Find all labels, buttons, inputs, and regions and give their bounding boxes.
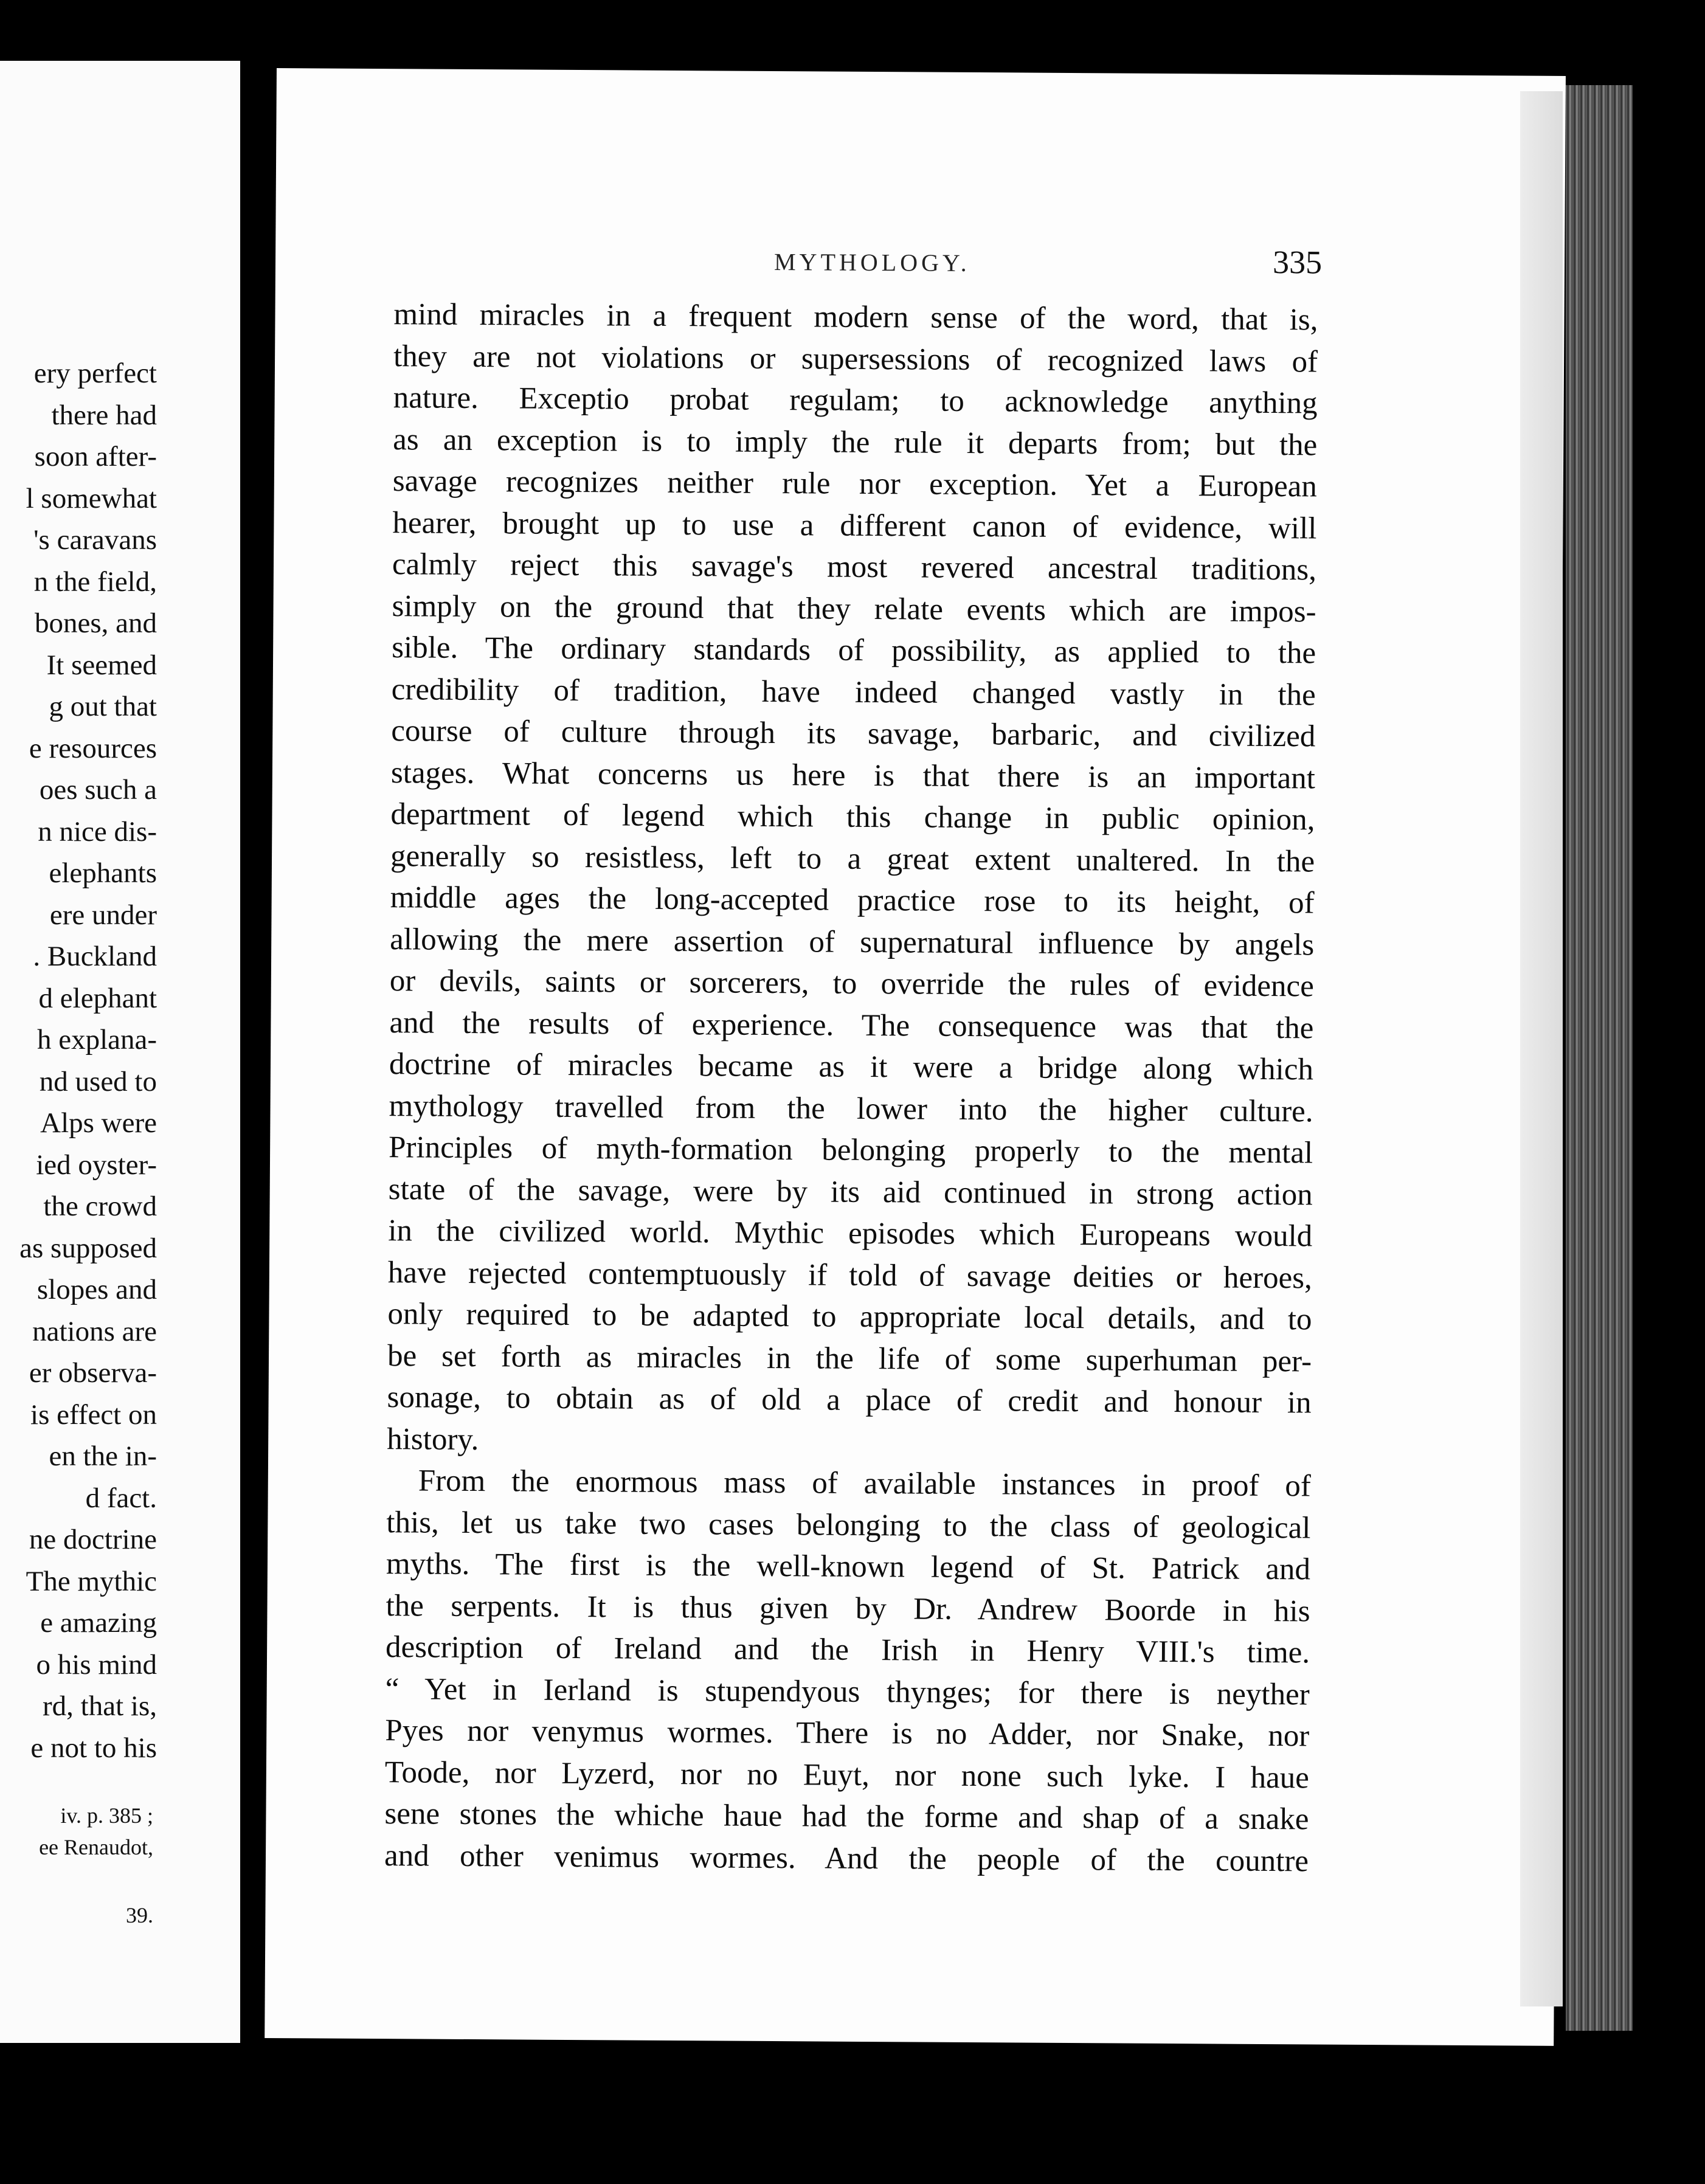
left-text-line: e amazing (40, 1607, 157, 1639)
text-line: history. (387, 1422, 479, 1457)
left-text-line: as supposed (19, 1232, 157, 1264)
left-footnote-line: iv. p. 385 ; (60, 1803, 153, 1828)
left-text-line: oes such a (39, 774, 157, 806)
text-line: they are not violations or supersessions of recognized laws of (393, 339, 1318, 379)
page-number: 335 (1272, 244, 1323, 281)
left-text-line: e not to his (30, 1732, 157, 1764)
left-text-line: n the field, (33, 565, 157, 598)
left-text-line: d elephant (38, 982, 157, 1014)
running-title: MYTHOLOGY. (773, 248, 970, 277)
text-line: have rejected contemptuously if told of savage deities or heroes, (387, 1255, 1313, 1295)
text-line: as an exception is to imply the rule it departs from; but the (393, 422, 1318, 462)
text-line: savage recognizes neither rule nor exception. Yet a European (392, 464, 1317, 504)
page-edge-shadow (1520, 91, 1563, 2006)
text-line: sible. The ordinary standards of possibility, as applied to the (392, 631, 1316, 671)
main-page (265, 68, 1566, 2046)
text-line: department of legend which this change in public opinion, (390, 797, 1315, 837)
text-line: sonage, to obtain as of old a place of credit and honour in (387, 1380, 1312, 1420)
left-text-line: the crowd (43, 1190, 157, 1222)
left-text-line: nations are (32, 1315, 157, 1347)
book-fore-edge (1566, 85, 1633, 2031)
left-facing-page (0, 61, 240, 2043)
left-text-line: ere under (49, 899, 157, 931)
text-line: Pyes nor venymus wormes. There is no Adder, nor Snake, nor (385, 1713, 1310, 1754)
text-line: in the civilized world. Mythic episodes which Europeans would (388, 1214, 1313, 1254)
left-text-line: rd, that is, (43, 1690, 157, 1722)
left-footnote-line: 39. (126, 1903, 153, 1927)
text-line: generally so resistless, left to a great extent unaltered. In the (390, 838, 1315, 879)
left-text-line: The mythic (26, 1565, 157, 1597)
left-text-line: is effect on (30, 1398, 157, 1431)
text-line: myths. The first is the well-known legend of St. Patrick and (386, 1547, 1311, 1587)
left-text-line: n nice dis- (38, 815, 157, 848)
left-text-line: en the in- (49, 1440, 157, 1472)
text-line: Principles of myth-formation belonging properly to the mental (388, 1130, 1313, 1170)
text-line: hearer, brought up to use a different canon of evidence, will (392, 505, 1317, 545)
left-text-line: soon after- (34, 441, 157, 472)
text-line: Toode, nor Lyzerd, nor no Euyt, nor none such lyke. I haue (384, 1755, 1310, 1795)
left-text-line: there had (51, 399, 157, 431)
text-line: state of the savage, were by its aid continued in strong action (388, 1172, 1313, 1212)
text-line: middle ages the long-accepted practice rose to its height, of (390, 880, 1315, 921)
left-page-text-column (0, 353, 157, 1769)
left-text-line: bones, and (34, 607, 157, 639)
text-line: allowing the mere assertion of supernatural influence by angels (390, 922, 1315, 962)
text-line: sene stones the whiche haue had the forme and shap of a snake (384, 1797, 1309, 1837)
footnote-gap (0, 1863, 153, 1899)
text-line: “ Yet in Ierland is stupendyous thynges; for there is neyther (385, 1671, 1310, 1712)
left-text-line: . Buckland (33, 941, 157, 972)
text-line: the serpents. It is thus given by Dr. Andrew Boorde in his (386, 1588, 1310, 1628)
left-text-line: er observa- (29, 1357, 157, 1389)
left-text-line: 's caravans (33, 524, 157, 556)
left-text-line: ne doctrine (29, 1524, 157, 1555)
text-line: mythology travelled from the lower into the higher culture. (389, 1088, 1313, 1128)
text-line: description of Ireland and the Irish in Henry VIII.'s time. (385, 1630, 1310, 1670)
left-text-line: d fact. (85, 1482, 157, 1514)
left-text-line: elephants (49, 857, 157, 889)
text-line: calmly reject this savage's most revered ancestral traditions, (392, 547, 1317, 587)
text-line: and other venimus wormes. And the people of the countre (384, 1838, 1309, 1878)
left-footnote-line: ee Renaudot, (39, 1835, 153, 1859)
left-text-line: It seemed (46, 649, 157, 681)
text-line: this, let us take two cases belonging to the class of geological (386, 1505, 1311, 1545)
left-text-line: slopes and (36, 1274, 157, 1305)
body-text (384, 294, 1318, 1882)
text-line: simply on the ground that they relate events which are impos- (392, 589, 1316, 629)
text-line: course of culture through its savage, barbaric, and civilized (391, 714, 1316, 754)
left-text-line: l somewhat (26, 482, 157, 514)
text-line: stages. What concerns us here is that there is an important (390, 755, 1316, 795)
text-line: or devils, saints or sorcerers, to override the rules of evidence (389, 964, 1314, 1004)
text-line: nature. Exceptio probat regulam; to acknowledge anything (393, 381, 1318, 421)
text-line: doctrine of miracles became as it were a bridge along which (389, 1047, 1314, 1087)
text-line: only required to be adapted to appropriate local details, and to (387, 1297, 1312, 1337)
left-text-line: e resources (29, 732, 157, 764)
left-text-line: o his mind (36, 1648, 157, 1681)
running-head (275, 232, 1565, 295)
left-text-line: Alps were (40, 1107, 157, 1139)
text-line: credibility of tradition, have indeed changed vastly in the (391, 672, 1316, 712)
left-text-line: ied oyster- (36, 1149, 157, 1181)
left-page-footnotes (0, 1800, 153, 1931)
left-text-line: g out that (49, 691, 157, 722)
left-text-line: nd used to (39, 1065, 157, 1097)
text-line: mind miracles in a frequent modern sense of the word, that is, (393, 297, 1318, 337)
left-text-line: h explana- (36, 1024, 157, 1056)
text-line: From the enormous mass of available instances in proof of (418, 1463, 1311, 1504)
text-line: and the results of experience. The consequence was that the (389, 1005, 1314, 1045)
text-line: be set forth as miracles in the life of some superhuman per- (387, 1338, 1312, 1378)
left-text-line: ery perfect (33, 358, 157, 389)
